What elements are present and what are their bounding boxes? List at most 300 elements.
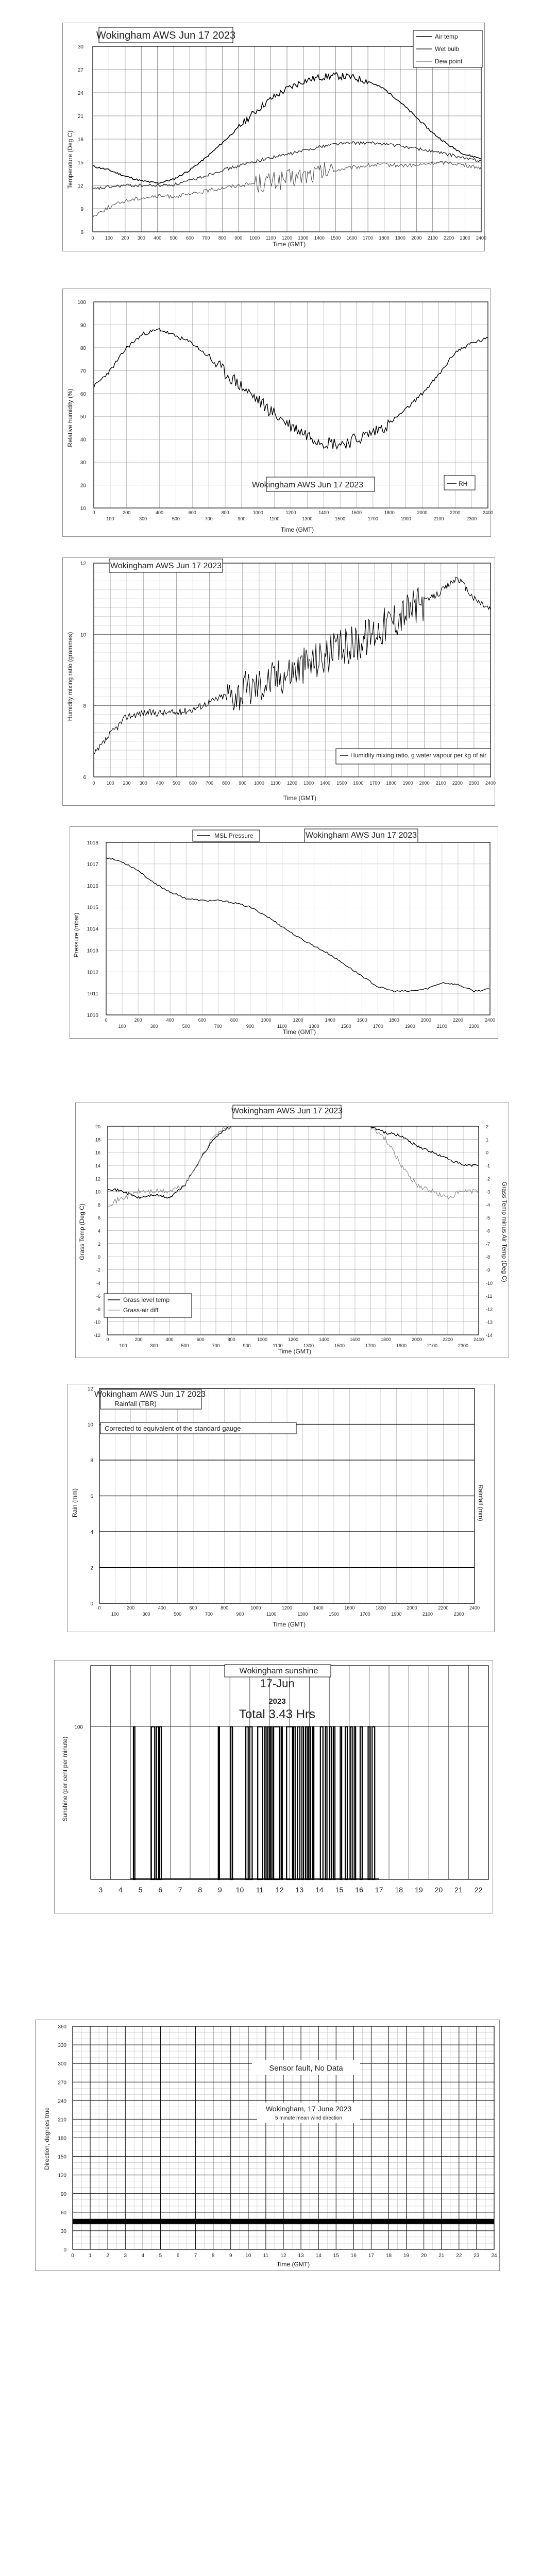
temp-x-tick-label: 1800: [379, 235, 390, 241]
sun-x-tick-label: 21: [454, 1886, 463, 1894]
sun-x-tick-label: 19: [415, 1886, 423, 1894]
rain-y2-axis-label: Rainfall (mm): [477, 1484, 484, 1521]
legend-air-temp: Air temp: [435, 33, 458, 40]
rain-y-tick-label: 10: [87, 1422, 93, 1428]
legend-grass-air-diff: Grass-air diff: [123, 1307, 159, 1314]
wind-y-tick-label: 180: [58, 2136, 66, 2142]
grass-x-tick-label: 600: [196, 1337, 205, 1342]
sunshine-chart: [55, 1660, 493, 1913]
grass-x-axis-label: Time (GMT): [278, 1348, 312, 1355]
grass-y2-tick-label: -11: [486, 1294, 493, 1299]
grass-y-tick-label: 16: [95, 1150, 100, 1156]
press-x-tick-label: 1700: [373, 1024, 383, 1029]
grass-y2-tick-label: -8: [486, 1255, 491, 1260]
mix-x-tick-label: 2200: [452, 781, 463, 786]
legend-msl-pressure: MSL Pressure: [214, 832, 253, 839]
mix-y-tick-label: 10: [80, 632, 86, 638]
rh-x-tick-label: 1400: [318, 510, 329, 515]
sun-x-tick-label: 14: [315, 1886, 324, 1894]
mix-x-tick-label: 1600: [353, 781, 364, 786]
wind-x-tick-label: 4: [141, 2253, 145, 2259]
mixing-ratio-chart-panel: [62, 557, 495, 806]
press-x-tick-label: 1100: [277, 1024, 288, 1029]
temperature-chart-panel: [62, 23, 485, 251]
rh-y-tick-label: 60: [80, 391, 86, 397]
rain-x-tick-label: 1800: [375, 1605, 386, 1611]
rainfall-chart-panel: [67, 1384, 495, 1632]
temp-x-tick-label: 2300: [460, 235, 470, 241]
temp-x-tick-label: 1400: [314, 235, 325, 241]
rain-grid: [99, 1388, 475, 1603]
wind-y-tick-label: 240: [58, 2098, 66, 2105]
temp-x-tick-label: 1200: [281, 235, 293, 241]
temp-y-tick-label: 30: [77, 44, 83, 50]
rh-x-tick-label: 700: [205, 516, 213, 521]
mix-grid: [94, 563, 491, 777]
sunshine-bar: [340, 1727, 342, 1879]
mix-x-tick-label: 1000: [253, 781, 264, 786]
mix-x-tick-label: 2100: [435, 781, 446, 786]
grass-x-tick-label: 2300: [458, 1343, 469, 1348]
sun-x-tick-label: 8: [198, 1886, 202, 1894]
rh-y-tick-label: 80: [80, 345, 86, 351]
rain-x-tick-label: 400: [158, 1605, 166, 1611]
sun-x-tick-label: 20: [434, 1886, 443, 1894]
grass-x-tick-label: 0: [106, 1337, 109, 1342]
rh-x-tick-label: 1900: [400, 516, 411, 521]
press-y-tick-label: 1015: [87, 905, 98, 911]
wind-y-tick-label: 150: [58, 2154, 66, 2160]
mix-x-tick-label: 400: [156, 781, 164, 786]
grass-y-tick-label: -8: [96, 1307, 100, 1312]
grass-y-tick-label: 18: [95, 1137, 100, 1143]
rh-x-tick-label: 1600: [351, 510, 362, 515]
rain-chart-subtitle: Rainfall (TBR): [114, 1400, 157, 1408]
grass-x-tick-label: 2400: [473, 1337, 484, 1342]
rh-x-tick-label: 1100: [269, 516, 280, 521]
rain-x-tick-label: 1000: [250, 1605, 261, 1611]
grass-y2-tick-label: -5: [486, 1215, 491, 1221]
grass-chart-title: Wokingham AWS Jun 17 2023: [231, 1107, 343, 1115]
mix-x-tick-label: 800: [222, 781, 230, 786]
grass-y2-tick-label: -4: [486, 1202, 491, 1208]
temp-x-tick-label: 0: [91, 235, 94, 241]
rain-x-tick-label: 1500: [328, 1612, 340, 1617]
mix-x-tick-label: 1300: [303, 781, 314, 786]
rh-x-tick-label: 1200: [285, 510, 296, 515]
press-x-tick-label: 400: [166, 1018, 174, 1023]
temp-y-tick-label: 9: [80, 207, 83, 212]
grass-x-tick-label: 1600: [349, 1337, 361, 1342]
grass-x-tick-label: 1700: [365, 1343, 376, 1348]
wind-x-tick-label: 23: [474, 2253, 480, 2259]
wind-y-tick-label: 90: [60, 2191, 66, 2197]
wind-x-tick-label: 16: [350, 2253, 357, 2259]
rain-x-tick-label: 900: [236, 1612, 244, 1617]
press-x-tick-label: 2200: [452, 1018, 463, 1023]
grass-x-tick-label: 700: [212, 1343, 220, 1348]
grass-x-tick-label: 1900: [396, 1343, 407, 1348]
rain-x-tick-label: 1100: [266, 1612, 277, 1617]
rain-x-tick-label: 500: [174, 1612, 182, 1617]
grass-y2-tick-label: -14: [486, 1333, 493, 1338]
rain-x-axis-label: Time (GMT): [272, 1621, 306, 1628]
grass-x-tick-label: 1000: [257, 1337, 268, 1342]
wind-direction-chart: [36, 2020, 499, 2270]
temp-x-tick-label: 1700: [363, 235, 374, 241]
grass-x-tick-label: 1300: [303, 1343, 314, 1348]
temp-y-tick-label: 6: [80, 230, 83, 235]
temp-x-tick-label: 1300: [298, 235, 309, 241]
rain-y-tick-label: 2: [90, 1565, 93, 1571]
rh-x-tick-label: 300: [139, 516, 147, 521]
rain-x-tick-label: 300: [142, 1612, 150, 1617]
rain-x-tick-label: 1600: [344, 1605, 355, 1611]
grass-x-tick-label: 900: [243, 1343, 251, 1348]
rh-x-tick-label: 1800: [384, 510, 395, 515]
press-x-tick-label: 1800: [388, 1018, 399, 1023]
grass-x-tick-label: 100: [119, 1343, 127, 1348]
rain-x-tick-label: 2200: [438, 1605, 449, 1611]
temp-x-tick-label: 600: [185, 235, 194, 241]
rh-x-tick-label: 0: [92, 510, 95, 515]
temp-x-tick-label: 2400: [476, 235, 487, 241]
rh-x-tick-label: 200: [123, 510, 131, 515]
sunshine-bar: [281, 1727, 282, 1879]
grass-y-tick-label: 2: [97, 1241, 100, 1247]
temp-x-tick-label: 500: [170, 235, 178, 241]
wind-y-tick-label: 270: [58, 2080, 66, 2086]
rh-x-tick-label: 1700: [367, 516, 378, 521]
press-x-tick-label: 900: [246, 1024, 254, 1029]
grass-y2-tick-label: 1: [486, 1137, 489, 1143]
press-y-tick-label: 1011: [87, 991, 98, 997]
rh-x-tick-label: 2300: [466, 516, 477, 521]
sunshine-bar: [151, 1727, 155, 1879]
grass-x-tick-label: 400: [165, 1337, 174, 1342]
rain-x-tick-label: 600: [189, 1605, 197, 1611]
rain-y-tick-label: 12: [87, 1386, 93, 1392]
mix-x-tick-label: 700: [206, 781, 214, 786]
rain-y-tick-label: 4: [90, 1530, 93, 1535]
temp-x-tick-label: 2200: [444, 235, 454, 241]
mix-x-tick-label: 2300: [468, 781, 479, 786]
wind-y-tick-label: 330: [58, 2043, 66, 2049]
grass-y-tick-label: 4: [97, 1228, 100, 1234]
wind-grid: [73, 2026, 494, 2249]
grass-x-tick-label: 200: [134, 1337, 143, 1342]
sunshine-date: 17-Jun: [260, 1677, 295, 1690]
rh-x-tick-label: 1300: [302, 516, 313, 521]
temp-x-tick-label: 1000: [249, 235, 260, 241]
rain-gauge-note: Corrected to equivalent of the standard gauge: [105, 1425, 241, 1432]
wind-x-tick-label: 11: [263, 2253, 269, 2259]
sunshine-bar: [218, 1727, 219, 1879]
mix-chart-title: Wokingham AWS Jun 17 2023: [110, 562, 222, 570]
sunshine-total: Total 3.43 Hrs: [239, 1707, 316, 1721]
sunshine-bar: [270, 1727, 272, 1879]
mix-x-axis-label: Time (GMT): [283, 794, 317, 802]
sunshine-bar: [320, 1727, 323, 1879]
rain-x-tick-label: 2100: [422, 1612, 433, 1617]
wind-x-tick-label: 14: [315, 2253, 322, 2259]
grass-x-tick-label: 800: [227, 1337, 235, 1342]
mix-y-axis-label: Humidity mixing ratio (grammes): [66, 632, 74, 721]
wind-x-tick-label: 20: [421, 2253, 427, 2259]
temp-x-tick-label: 300: [137, 235, 145, 241]
mix-x-tick-label: 1500: [336, 781, 347, 786]
temperature-chart-title: Wokingham AWS Jun 17 2023: [96, 30, 236, 41]
rh-y-axis-label: Relative humidity (%): [66, 388, 74, 447]
mix-x-tick-label: 900: [239, 781, 247, 786]
wind-chart-subtitle: 5 minute mean wind direction: [275, 2115, 343, 2121]
wind-y-axis-label: Direction, degrees true: [43, 2107, 50, 2170]
rh-y-tick-label: 40: [80, 437, 86, 443]
pressure-y-axis-label: Pressure (mbar): [73, 912, 80, 958]
mix-y-tick-label: 8: [83, 703, 86, 709]
grass-temperature-chart: [76, 1103, 509, 1358]
grass-y2-tick-label: -6: [486, 1228, 491, 1234]
sunshine-bar: [160, 1727, 161, 1879]
sunshine-bar: [274, 1727, 280, 1879]
rain-y-tick-label: 0: [90, 1601, 93, 1607]
grass-y2-tick-label: -9: [486, 1267, 491, 1273]
wind-y-tick-label: 360: [58, 2024, 66, 2030]
temp-x-tick-label: 1600: [346, 235, 357, 241]
grass-y-tick-label: -10: [93, 1319, 100, 1325]
relative-humidity-chart: [63, 289, 494, 536]
wind-x-tick-label: 17: [368, 2253, 374, 2259]
relative-humidity-chart-panel: [62, 289, 494, 537]
sun-x-tick-label: 15: [335, 1886, 344, 1894]
mix-x-tick-label: 1900: [402, 781, 413, 786]
rh-x-tick-label: 400: [155, 510, 164, 515]
temp-y-tick-label: 24: [77, 91, 83, 96]
sunshine-baseline: [130, 1878, 379, 1879]
mix-x-tick-label: 200: [123, 781, 131, 786]
grass-x-tick-label: 300: [150, 1343, 158, 1348]
legend-wet-bulb: Wet bulb: [435, 45, 460, 53]
sunshine-bar: [246, 1727, 248, 1879]
rain-x-tick-label: 2000: [407, 1605, 417, 1611]
sun-y-tick-label: 100: [74, 1724, 83, 1731]
temp-x-tick-label: 1500: [330, 235, 341, 241]
press-x-tick-label: 300: [150, 1024, 158, 1029]
press-y-tick-label: 1013: [87, 948, 98, 954]
grass-x-tick-label: 2100: [427, 1343, 438, 1348]
sun-grid: [91, 1666, 488, 1879]
grass-y2-tick-label: -2: [486, 1176, 491, 1182]
sunshine-bar: [372, 1727, 375, 1879]
grass-x-tick-label: 1200: [288, 1337, 299, 1342]
grass-x-tick-label: 1100: [273, 1343, 283, 1348]
grass-y2-tick-label: -10: [486, 1280, 493, 1286]
rain-y-axis-label: Rain (mm): [71, 1488, 78, 1517]
rh-x-tick-label: 900: [238, 516, 246, 521]
press-x-tick-label: 2000: [420, 1018, 431, 1023]
sun-x-tick-label: 22: [474, 1886, 483, 1894]
sunshine-bar: [350, 1727, 352, 1879]
temp-x-tick-label: 1900: [395, 235, 405, 241]
grass-x-tick-label: 1500: [334, 1343, 345, 1348]
wind-y-tick-label: 60: [60, 2210, 66, 2216]
rh-x-tick-label: 1500: [335, 516, 346, 521]
press-x-tick-label: 1300: [309, 1024, 319, 1029]
grass-y-tick-label: 10: [95, 1189, 100, 1195]
press-x-tick-label: 1900: [404, 1024, 415, 1029]
wind-y-tick-label: 300: [58, 2061, 66, 2067]
mix-y-tick-label: 12: [80, 561, 86, 567]
rain-x-tick-label: 1900: [391, 1612, 402, 1617]
temperature-x-axis-label: Time (GMT): [272, 241, 306, 248]
wind-x-tick-label: 19: [403, 2253, 410, 2259]
temp-y-tick-label: 21: [77, 114, 83, 120]
rh-y-tick-label: 100: [77, 300, 86, 306]
grass-y-tick-label: 20: [95, 1124, 100, 1129]
press-y-tick-label: 1010: [87, 1013, 98, 1019]
rh-y-tick-label: 50: [80, 414, 86, 420]
rh-x-tick-label: 800: [221, 510, 229, 515]
sunshine-bar: [345, 1727, 347, 1879]
wind-x-axis-label: Time (GMT): [276, 2261, 310, 2268]
temp-x-tick-label: 200: [121, 235, 129, 241]
wind-x-tick-label: 1: [89, 2253, 92, 2259]
temperature-chart: [63, 23, 487, 251]
press-x-tick-label: 1000: [261, 1018, 272, 1023]
sunshine-bar: [330, 1727, 331, 1879]
rh-x-tick-label: 500: [172, 516, 180, 521]
grass-temperature-chart-panel: [75, 1103, 509, 1358]
rain-x-tick-label: 1400: [313, 1605, 324, 1611]
press-grid: [106, 842, 490, 1015]
rain-x-tick-label: 2300: [453, 1612, 464, 1617]
sun-x-tick-label: 17: [375, 1886, 383, 1894]
grass-air-diff-line-evening: [370, 1126, 478, 1199]
rh-y-tick-label: 30: [80, 460, 86, 466]
sun-x-tick-label: 12: [275, 1886, 284, 1894]
temperature-y-axis-label: Temperature (Deg C): [66, 130, 74, 189]
sunshine-chart-panel: [54, 1660, 493, 1913]
rh-x-tick-label: 100: [106, 516, 114, 521]
grass-y-tick-label: -2: [96, 1267, 100, 1273]
mix-y-tick-label: 6: [83, 775, 86, 781]
rain-x-tick-label: 200: [127, 1605, 135, 1611]
sun-x-tick-label: 3: [98, 1886, 103, 1894]
wind-x-tick-label: 18: [385, 2253, 392, 2259]
grass-y2-axis-label: Grass Temp minus Air Temp (Deg C): [501, 1181, 508, 1282]
grass-y2-tick-label: -3: [486, 1189, 491, 1195]
press-y-tick-label: 1018: [87, 840, 98, 846]
grass-y-tick-label: -12: [93, 1333, 100, 1338]
legend-mixing-ratio: Humidity mixing ratio, g water vapour per kg of air: [350, 752, 487, 759]
press-x-tick-label: 2400: [484, 1018, 496, 1023]
rain-x-tick-label: 0: [98, 1605, 101, 1611]
sun-x-tick-label: 4: [119, 1886, 123, 1894]
mix-x-tick-label: 100: [106, 781, 114, 786]
press-y-tick-label: 1017: [87, 861, 98, 868]
rain-x-tick-label: 700: [205, 1612, 213, 1617]
sunshine-year: 2023: [268, 1697, 286, 1706]
mix-x-tick-label: 2400: [485, 781, 496, 786]
rain-x-tick-label: 800: [221, 1605, 229, 1611]
grass-y-tick-label: 14: [95, 1163, 100, 1168]
temp-grid: [93, 46, 481, 232]
grass-y-tick-label: 8: [97, 1202, 100, 1208]
mix-x-tick-label: 1700: [369, 781, 380, 786]
temp-x-tick-label: 900: [234, 235, 243, 241]
mix-x-tick-label: 2000: [419, 781, 430, 786]
sun-x-tick-label: 11: [256, 1886, 264, 1894]
press-x-tick-label: 0: [105, 1018, 108, 1023]
press-x-tick-label: 200: [134, 1018, 142, 1023]
grass-y2-tick-label: 2: [486, 1124, 489, 1129]
rh-x-tick-label: 2400: [482, 510, 494, 515]
wind-x-tick-label: 10: [245, 2253, 251, 2259]
sunshine-bar: [265, 1727, 266, 1879]
legend-rh: RH: [459, 480, 468, 487]
sunshine-chart-title: Wokingham sunshine: [239, 1667, 318, 1675]
sunshine-bar: [306, 1727, 307, 1879]
grass-y-tick-label: -6: [96, 1294, 100, 1299]
wind-x-tick-label: 3: [124, 2253, 127, 2259]
wind-x-tick-label: 24: [491, 2253, 497, 2259]
rh-x-tick-label: 2000: [417, 510, 428, 515]
rain-x-tick-label: 1700: [360, 1612, 370, 1617]
press-x-tick-label: 800: [230, 1018, 238, 1023]
sunshine-bar: [258, 1727, 263, 1879]
wind-x-tick-label: 22: [456, 2253, 462, 2259]
rh-x-axis-label: Time (GMT): [280, 526, 314, 533]
grass-y2-tick-label: -7: [486, 1241, 491, 1247]
sun-x-tick-label: 9: [218, 1886, 222, 1894]
pressure-chart: [70, 827, 498, 1038]
press-x-tick-label: 600: [198, 1018, 206, 1023]
grass-x-tick-label: 2000: [411, 1337, 422, 1342]
sunshine-bar: [354, 1727, 356, 1879]
rain-y-tick-label: 6: [90, 1494, 93, 1500]
sunshine-bar: [231, 1727, 232, 1879]
rh-x-tick-label: 2200: [450, 510, 461, 515]
temp-y-tick-label: 15: [77, 160, 83, 166]
sunshine-bar: [297, 1727, 300, 1879]
wind-x-tick-label: 6: [176, 2253, 180, 2259]
sun-x-tick-label: 7: [178, 1886, 182, 1894]
rain-x-tick-label: 1200: [281, 1605, 293, 1611]
temp-x-tick-label: 400: [154, 235, 162, 241]
grass-y-tick-label: 12: [95, 1176, 100, 1182]
press-x-tick-label: 1400: [325, 1018, 335, 1023]
mix-x-tick-label: 1800: [386, 781, 397, 786]
sun-x-tick-label: 13: [295, 1886, 304, 1894]
temp-x-tick-label: 800: [218, 235, 226, 241]
wind-y-tick-label: 210: [58, 2117, 66, 2123]
sunshine-bar: [156, 1727, 159, 1879]
rh-x-tick-label: 1000: [252, 510, 263, 515]
press-x-tick-label: 1500: [341, 1024, 351, 1029]
grass-level-temp-line-evening: [370, 1126, 478, 1166]
pressure-chart-title: Wokingham AWS Jun 17 2023: [305, 831, 417, 840]
press-y-tick-label: 1016: [87, 883, 98, 889]
wind-x-tick-label: 9: [229, 2253, 232, 2259]
press-y-tick-label: 1012: [87, 970, 98, 976]
press-x-tick-label: 2300: [468, 1024, 479, 1029]
sunshine-bar: [333, 1727, 335, 1879]
pressure-x-axis-label: Time (GMT): [282, 1028, 316, 1036]
sun-x-tick-label: 18: [395, 1886, 403, 1894]
temp-y-tick-label: 12: [77, 183, 83, 189]
sunshine-bar: [268, 1727, 269, 1879]
sunshine-bar: [312, 1727, 314, 1879]
